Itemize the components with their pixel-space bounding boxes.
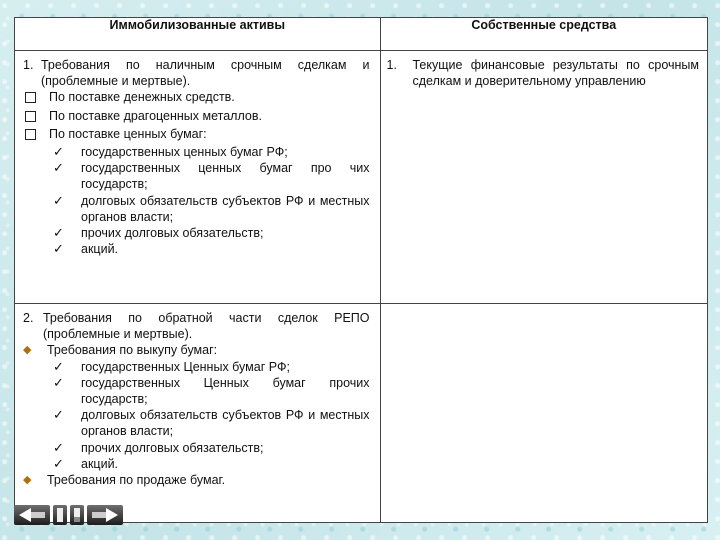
slide-navigation <box>14 503 123 527</box>
list-item <box>23 108 370 126</box>
item-text: Требования по обратной части сделок РЕПО (проблемные и мертвые). <box>43 311 370 342</box>
buy-claims-label: Требования по выкупу бумаг: <box>47 343 218 358</box>
checkmark-icon: ✓ <box>53 144 64 160</box>
checkmark-icon: ✓ <box>53 192 64 208</box>
diamond-bullet-icon: ◆ <box>23 474 32 487</box>
item-number: 2. <box>23 311 34 325</box>
checkmark-icon: ✓ <box>53 160 64 176</box>
check-text: государственных Ценных бумаг прочих государств; <box>81 375 370 407</box>
square-bullet-icon <box>23 126 49 144</box>
checkmark-icon: ✓ <box>53 407 64 423</box>
content-table <box>14 17 708 523</box>
check-text: государственных Ценных бумаг РФ; <box>81 359 290 374</box>
list-item <box>23 472 370 488</box>
list-item <box>23 359 370 375</box>
item-text: Текущие финансовые результаты по срочным сделкам и доверительному управлению <box>412 58 699 89</box>
cell-empty <box>380 304 708 523</box>
item-number: 1. <box>23 58 34 72</box>
checkmark-icon: ✓ <box>53 374 64 390</box>
checkmark-icon: ✓ <box>53 455 64 471</box>
list-item <box>23 144 370 160</box>
check-text: акций. <box>81 456 119 471</box>
diamond-bullet-icon: ◆ <box>23 344 32 357</box>
bullet-text: По поставке ценных бумаг: <box>49 126 207 141</box>
check-text: прочих долговых обязательств; <box>81 226 264 241</box>
list-item <box>23 193 370 225</box>
header-own-funds: Собственные средства <box>380 18 708 51</box>
table-row <box>15 51 708 304</box>
checkmark-icon: ✓ <box>53 225 64 241</box>
list-item <box>387 57 700 89</box>
square-bullet-icon <box>23 89 49 107</box>
check-text: долговых обязательств субъектов РФ и местных органов власти; <box>81 408 370 439</box>
list-item <box>23 160 370 192</box>
cell-cash-forward-claims <box>15 51 381 304</box>
table-row <box>15 304 708 523</box>
list-item <box>23 407 370 439</box>
list-item <box>23 440 370 456</box>
item-number: 1. <box>386 58 397 72</box>
arrow-right-icon[interactable] <box>87 505 123 525</box>
check-text: государственных ценных бумаг про чих государств; <box>81 161 370 192</box>
bullet-text: По поставке денежных средств. <box>49 90 235 105</box>
list-item <box>23 241 370 257</box>
checkmark-icon: ✓ <box>53 439 64 455</box>
check-text: долговых обязательств субъектов РФ и местных органов власти; <box>81 193 370 224</box>
header-immobilized-assets: Иммобилизованные активы <box>15 18 381 51</box>
list-item <box>23 342 370 358</box>
list-item <box>23 310 370 342</box>
sell-claims-label: Требования по продаже бумаг. <box>47 473 226 488</box>
item-text: Требования по наличным срочным сделкам и (проблемные и мертвые). <box>41 58 370 89</box>
cell-repo-claims <box>15 304 381 523</box>
header-row <box>15 18 708 51</box>
check-text: прочих долговых обязательств; <box>81 440 264 455</box>
checkmark-icon: ✓ <box>53 358 64 374</box>
list-item <box>23 89 370 107</box>
list-item <box>23 456 370 472</box>
last-page-icon[interactable] <box>70 505 84 525</box>
cell-financial-results <box>380 51 708 304</box>
list-item <box>23 375 370 407</box>
checkmark-icon: ✓ <box>53 241 64 257</box>
arrow-left-icon[interactable] <box>14 505 50 525</box>
list-item <box>23 57 370 89</box>
first-page-icon[interactable] <box>53 505 67 525</box>
list-item <box>23 126 370 144</box>
list-item <box>23 225 370 241</box>
check-text: акций. <box>81 242 119 257</box>
check-text: государственных ценных бумаг РФ; <box>81 145 288 160</box>
bullet-text: По поставке драгоценных металлов. <box>49 108 262 123</box>
square-bullet-icon <box>23 108 49 126</box>
